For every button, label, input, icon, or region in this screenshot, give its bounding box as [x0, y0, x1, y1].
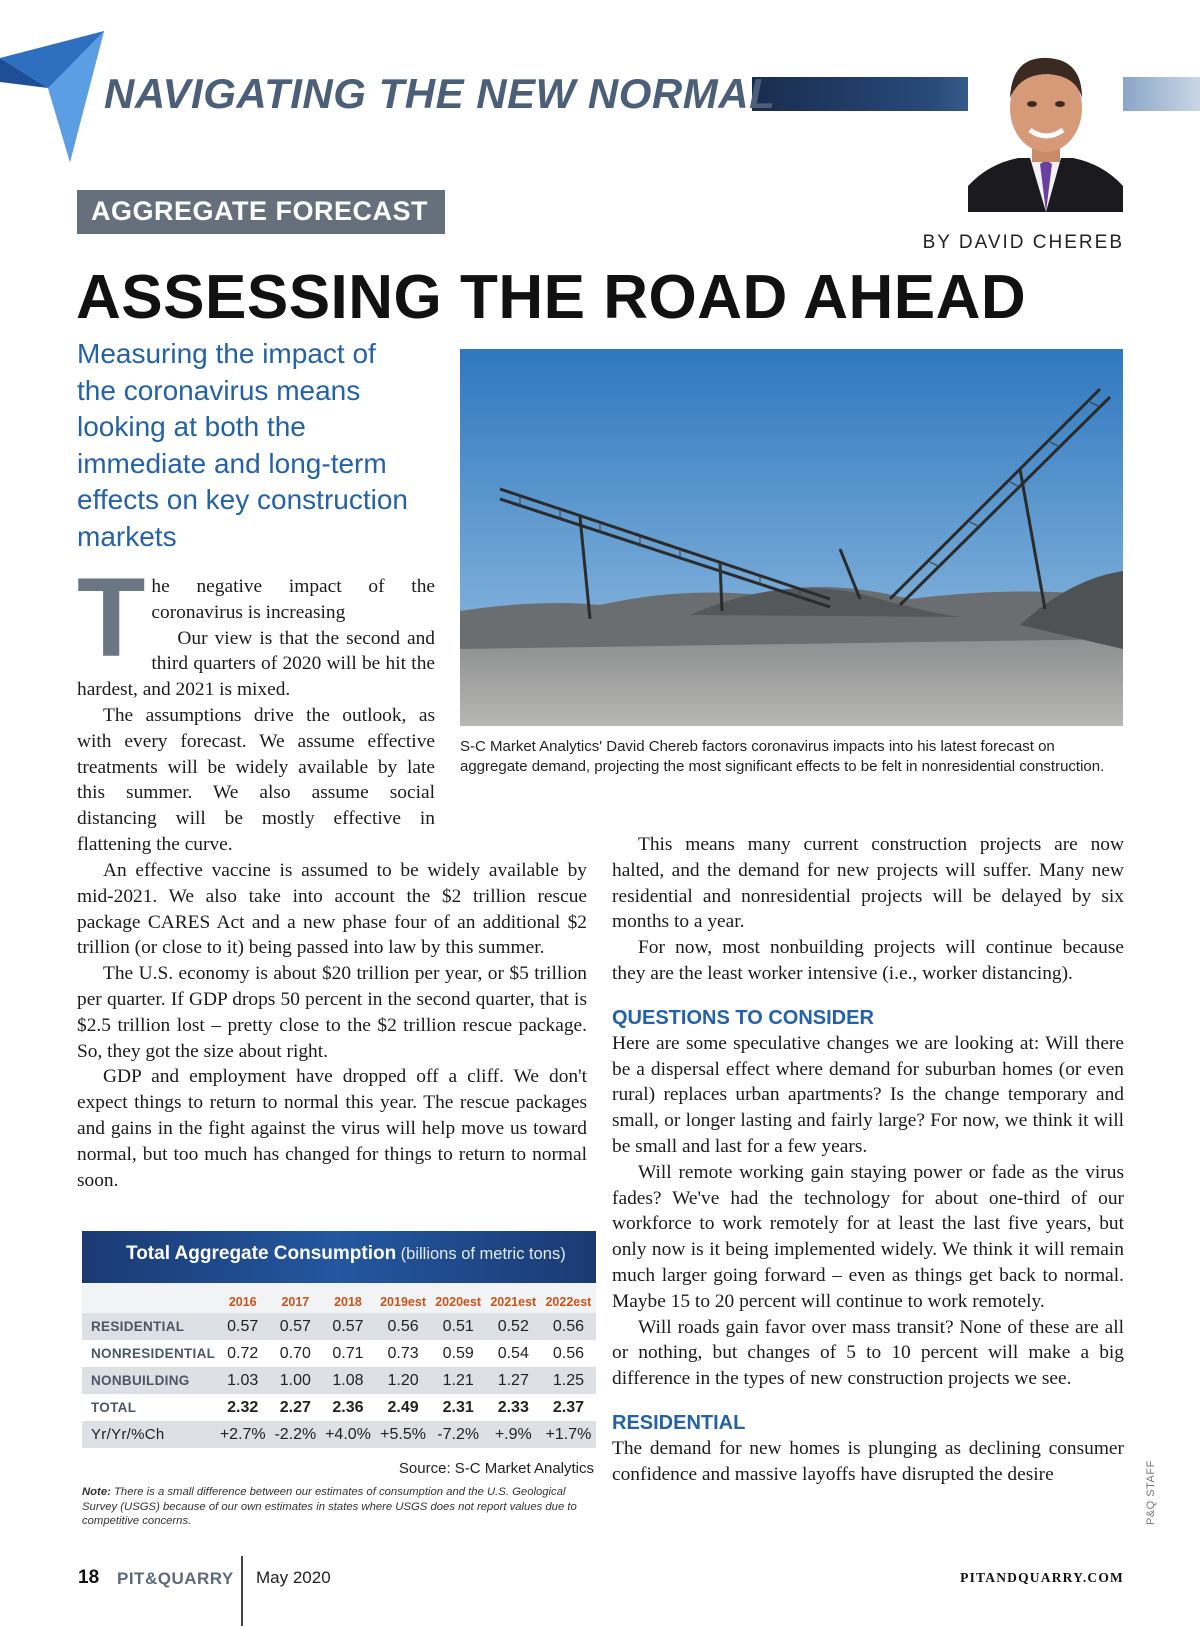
table-cell: 0.57: [270, 1313, 320, 1340]
byline: BY DAVID CHEREB: [922, 232, 1124, 253]
website-url: PITANDQUARRY.COM: [960, 1570, 1124, 1585]
body-column-left-top: [77, 555, 435, 858]
body-paragraph: An effective vaccine is assumed to be widely available by mid-2021. We also take into account the $2 trillion rescue package CARES Act and a new phase four of an additional $2 trillion (or close to it) being passed into law by this summer.: [77, 860, 587, 959]
body-paragraph: The assumptions drive the outlook, as with every forecast. We assume effective treatments will be widely available by late this summer. We also assume social distancing will be mostly effective in flattening the curve.: [77, 704, 435, 855]
table-row-label: NONBUILDING: [82, 1367, 215, 1394]
table-cell: 0.73: [387, 1344, 419, 1362]
table-cell: +4.0%: [320, 1421, 375, 1448]
table-cell: 2.27: [279, 1398, 311, 1416]
table-column-header: 2020est: [435, 1295, 482, 1309]
table-cell: 2.49: [387, 1398, 419, 1416]
body-column-right: [612, 832, 1124, 1488]
table-cell: 0.57: [215, 1313, 270, 1340]
table-cell: +5.5%: [376, 1421, 431, 1448]
table-cell: 2.37: [552, 1398, 584, 1416]
table-cell: 0.70: [279, 1344, 311, 1362]
table-note-text: There is a small difference between our estimates of consumption and the U.S. Geological Survey (USGS) because of our own estimates in states where USGS does not report values due to competitive concerns.: [82, 1486, 577, 1527]
table-row-label: Yr/Yr/%Ch: [82, 1421, 215, 1448]
subhead-questions: QUESTIONS TO CONSIDER: [612, 1006, 874, 1029]
table-row: [82, 1313, 596, 1340]
page-footer: [0, 1555, 1200, 1626]
section-tag: AGGREGATE FORECAST: [77, 190, 445, 234]
table-title: Total Aggregate Consumption: [126, 1243, 397, 1264]
drop-cap: T: [77, 555, 146, 680]
footer-divider: [241, 1556, 243, 1626]
table-cell: 0.52: [486, 1313, 541, 1340]
body-paragraph: This means many current construction projects are now halted, and the demand for new projects will suffer. Many new residential and nonresidential projects will be delayed by six months to a year.: [612, 834, 1124, 933]
table-cell: 0.54: [497, 1344, 529, 1362]
photo-credit: P&Q STAFF: [1145, 1460, 1157, 1525]
table-cell: +2.7%: [215, 1421, 270, 1448]
body-column-left-bottom: [77, 858, 587, 1193]
page-number: 18: [78, 1567, 100, 1588]
body-paragraph: Here are some speculative changes we are looking at: Will there be a dispersal effect where demand for suburban homes (or even rural) replaces urban apartments? Is the change temporary and small, or longer lasting and fairly large? For now, we think it will be small and last for a few years.: [612, 1032, 1124, 1157]
table-row-label: NONRESIDENTIAL: [91, 1346, 216, 1361]
table-row: [82, 1340, 596, 1367]
body-paragraph: Will roads gain favor over mass transit? None of these are all or nothing, but changes of 5 to 10 percent will make a big difference in the types of new construction projects we see.: [612, 1316, 1124, 1390]
table-cell: 2.33: [497, 1398, 529, 1416]
body-paragraph: The demand for new homes is plunging as declining consumer confidence and massive layoffs have disrupted the desire: [612, 1437, 1124, 1485]
body-paragraph: he negative impact of the coronavirus is increasing: [151, 576, 435, 623]
headline: ASSESSING THE ROAD AHEAD: [76, 263, 1027, 332]
table-cell: 0.71: [332, 1344, 364, 1362]
table-cell: 0.72: [227, 1344, 259, 1362]
deck-subtitle: Measuring the impact of the coronavirus means looking at both the immediate and long-term effects on key construction markets: [77, 338, 408, 552]
table-cell: 2.36: [332, 1398, 364, 1416]
table-banner: [82, 1231, 596, 1283]
table-header-row: [82, 1283, 596, 1313]
table-column-header: 2018: [334, 1295, 362, 1309]
table-cell: 1.21: [431, 1367, 486, 1394]
body-paragraph: GDP and employment have dropped off a cliff. We don't expect things to return to normal this year. The rescue packages and gains in the fight against the virus will help move us toward normal, but too much has changed for things to return to normal soon.: [77, 1066, 587, 1191]
table-cell: +1.7%: [541, 1421, 596, 1448]
quarry-photo: [460, 349, 1123, 726]
table-cell: 1.25: [541, 1367, 596, 1394]
photo-caption: S-C Market Analytics' David Chereb factors coronavirus impacts into his latest forecast on aggregate demand, projecting the most significant effects to be felt in nonresidential construction.: [460, 738, 1105, 775]
table-cell: 0.51: [431, 1313, 486, 1340]
table-row-label: RESIDENTIAL: [82, 1313, 215, 1340]
publication-name: PIT&QUARRY: [117, 1569, 234, 1588]
author-photo: [968, 36, 1123, 212]
table-cell: 1.27: [486, 1367, 541, 1394]
table-cell: 0.56: [552, 1344, 584, 1362]
table-note: [82, 1485, 582, 1529]
issue-date: May 2020: [256, 1568, 331, 1587]
table-row-label: TOTAL: [91, 1400, 137, 1415]
subhead-residential: RESIDENTIAL: [612, 1411, 746, 1434]
table-row-yoy: [82, 1421, 596, 1448]
table-row-total: [82, 1394, 596, 1421]
table-cell: 2.32: [227, 1398, 259, 1416]
table-cell: 0.57: [320, 1313, 375, 1340]
consumption-table: [82, 1283, 596, 1448]
table-cell: 0.56: [376, 1313, 431, 1340]
body-paragraph: Will remote working gain staying power or fade as the virus fades? We've had the technology for about one-third of our workforce to work remotely for at least the last five years, but only now is it being implemented widely. We think it will remain much larger going forward – even as things get back to normal. Maybe 15 to 20 percent will continue to work remotely.: [612, 1161, 1124, 1312]
table-cell: -7.2%: [431, 1421, 486, 1448]
table-cell: 0.59: [442, 1344, 474, 1362]
table-cell: 1.20: [376, 1367, 431, 1394]
table-column-header: 2016: [228, 1295, 257, 1309]
table-units: (billions of metric tons): [400, 1245, 566, 1263]
table-source: Source: S-C Market Analytics: [398, 1460, 594, 1477]
series-kicker: NAVIGATING THE NEW NORMAL: [104, 70, 776, 117]
table-cell: 0.56: [541, 1313, 596, 1340]
table-cell: 1.08: [320, 1367, 375, 1394]
table-column-header: 2019est: [380, 1295, 426, 1309]
table-column-header: 2022est: [545, 1295, 592, 1309]
table-column-header: 2021est: [490, 1295, 537, 1309]
table-cell: -2.2%: [270, 1421, 320, 1448]
body-paragraph: Our view is that the second and third quarters of 2020 will be hit the hardest, and 2021 is mixed.: [77, 627, 435, 701]
table-corner-cell: [82, 1283, 215, 1313]
table-cell: 2.31: [442, 1398, 474, 1416]
consumption-table-box: [82, 1231, 596, 1529]
table-cell: +.9%: [486, 1421, 541, 1448]
table-column-header: 2017: [281, 1295, 310, 1309]
table-row: [82, 1367, 596, 1394]
body-paragraph: The U.S. economy is about $20 trillion per year, or $5 trillion per quarter. If GDP drops 50 percent in the second quarter, that is $2.5 trillion lost – pretty close to the $2 trillion rescue package. So, they got the size about right.: [77, 963, 587, 1062]
body-paragraph: For now, most nonbuilding projects will continue because they are the least worker intensive (i.e., worker distancing).: [612, 937, 1124, 984]
table-cell: 1.03: [215, 1367, 270, 1394]
table-cell: 1.00: [270, 1367, 320, 1394]
table-note-label: Note:: [82, 1486, 111, 1498]
